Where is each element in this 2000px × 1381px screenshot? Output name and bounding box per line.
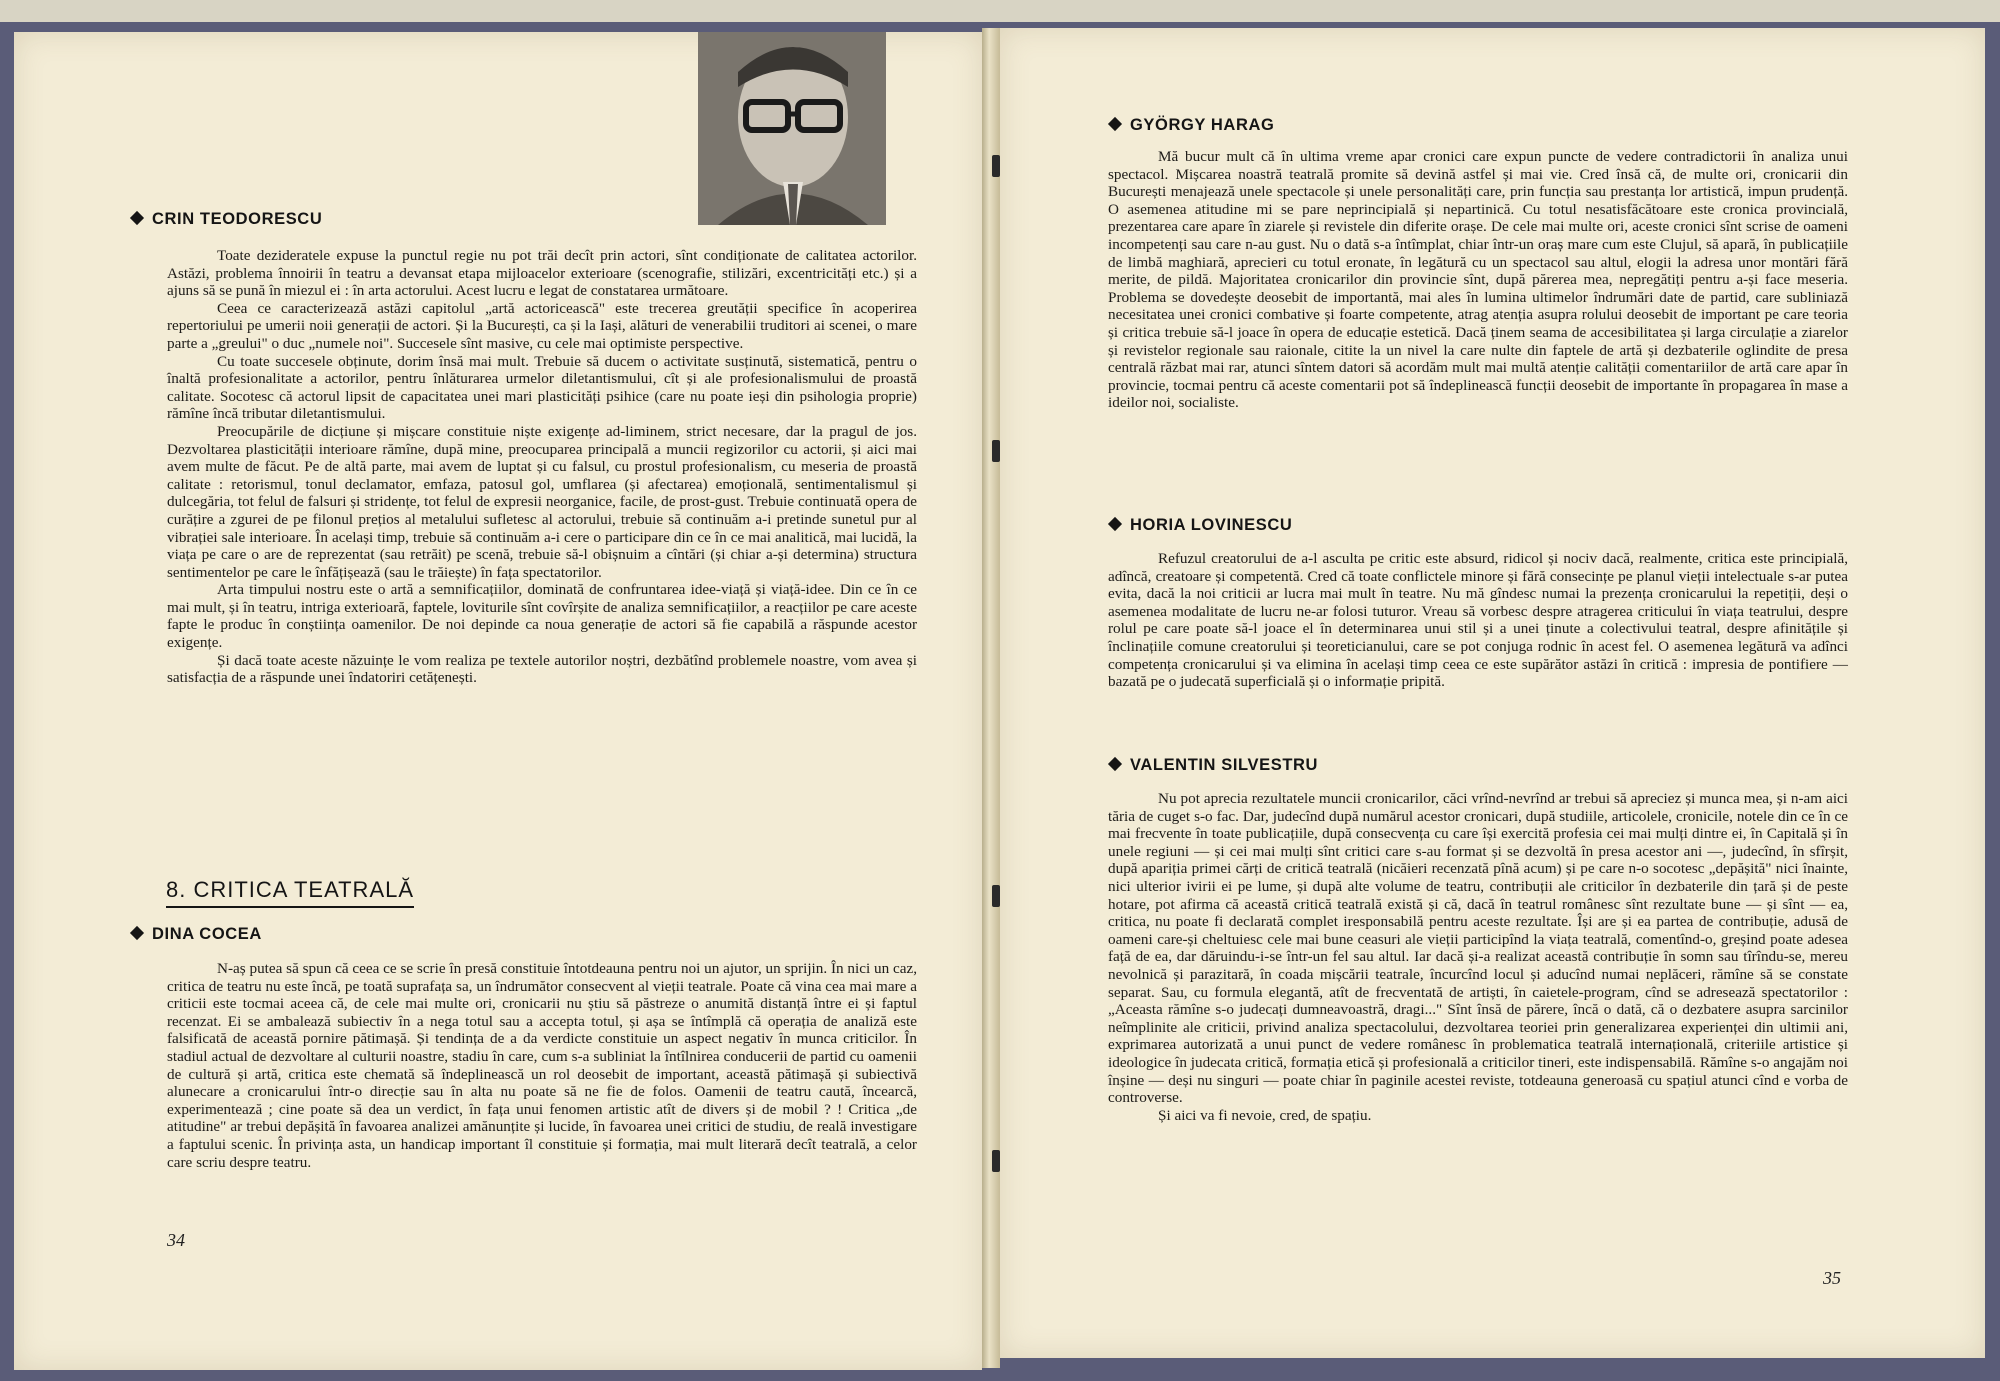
- author-heading: GYÖRGY HARAG: [1110, 116, 1274, 135]
- author-heading: CRIN TEODORESCU: [132, 210, 322, 229]
- binding-stitch: [992, 885, 1000, 907]
- page-number: 35: [1823, 1268, 1841, 1288]
- paragraph: Preocupările de dicțiune și mișcare constituie niște exigențe ad-liminem, strict necesare, dar la pragul de jos. Dezvoltarea plasticității interioare rămîne, după mine, preocuparea principală a muncii regizorilor cu actorii, și aici mai avem multe de făcut. Pe de altă parte, mai avem de luptat și cu falsul, cu prostul profesionalism, cu meseria de proastă calitate : retorismul, tonul declamator, emfaza, patosul gol, umflarea (și afectarea) emoțională, sentimentalismul și dulcegăria, tot felul de falsuri și stridențe, tot felul de expresii neorganice, facile, de prost-gust. Trebuie continuată opera de curățire a zgurei de pe filonul prețios al metalului sufletesc al actorului, trebuie să continuăm a-i pretinde sunetul pur al vibrației sale interioare. În același timp, trebuie să continuăm a-i cere o participare din ce în ce mai analitică, mai lucidă, la viața pe care o are de reprezentat (sau retrăit) pe scenă, trebuie să-l obișnuim a cîntări (și chiar a-și determina) structura sentimentelor pe care le înfățișează (sau le trăiește) în fața spectatorilor.: [167, 422, 917, 581]
- binding-stitch: [992, 155, 1000, 177]
- author-heading: HORIA LOVINESCU: [1110, 516, 1292, 535]
- paragraph: Refuzul creatorului de a-l asculta pe critic este absurd, ridicol și nociv dacă, realmente, critica este principială, adîncă, creatoare și competentă. Cred că toate conflictele minore și fără consecințe pe planul vieții intelectuale s-ar putea evita, dacă la noi criticii ar lucra mai mult în teatre. Nu mă gîndesc numai la prezența cronicarului la repetiții, deși o asemenea modalitate de lucru ne-ar folosi tuturor. Vreau să vorbesc despre atragerea criticului în viața teatrului, despre rolul pe care poate să-l joace el în determinarea unui stil și a unei ținute a colectivului teatral, despre afinitățile și înclinațiile comune creatorului și teoreticianului, care se pot conjuga rodnic în acest fel. O asemenea legătură va adînci competența cronicarului și va elimina în același timp ceea ce este supărător astăzi în critică : impresia de pontifiere — bazată pe o judecată superficială și o informație pripită.: [1108, 550, 1848, 691]
- diamond-bullet-icon: [130, 211, 144, 225]
- paragraph: Cu toate succesele obținute, dorim însă mai mult. Trebuie să ducem o activitate susținută, sistematică, pentru o înaltă profesionalitate a actorilor, pentru înlăturarea urmelor diletantismului, cît și ale profesionalismului de proastă calitate. Socotesc că actorul lipsit de capacitatea unei mari plasticități psihice (care nu poate ieși din psihologia proprie) rămîne încă tributar diletantismului.: [167, 352, 917, 423]
- article-body: [167, 960, 917, 1171]
- paragraph: Arta timpului nostru este o artă a semnificațiilor, dominată de confruntarea idee-viață și viață-idee. Din ce în ce mai mult, și în teatru, intriga exterioară, faptele, loviturile sînt covîrșite de analiza semnificațiilor, a reacțiilor pe care aceste fapte le produc în conștiința oamenilor. De noi depinde ca noua generație de actori să fie capabilă a răspunde acestor exigențe.: [167, 581, 917, 652]
- diamond-bullet-icon: [1108, 517, 1122, 531]
- paragraph: N-aș putea să spun că ceea ce se scrie în presă constituie întotdeauna pentru noi un ajutor, un sprijin. În nici un caz, critica de teatru nu este încă, pe toată suprafața sa, un îndrumător consecvent al vieții teatrale. Poate că vina cea mai mare a criticii este tocmai aceea că, de cele mai multe ori, cronicarii nu știu să păstreze o anumită distanță între ei și faptul recenzat. Ei se ambalează subiectiv în a nega totul sau a accepta totul, și așa se întîmplă că operația de analiză este falsificată de această pornire pătimașă. Și tendința de a da verdicte constituie un aspect negativ în munca criticilor. În stadiul actual de dezvoltare al culturii noastre, stadiu în care, cum s-a subliniat la întîlnirea conducerii de partid cu oamenii de cultură și artă, critica este chemată să îndeplinească un rol deosebit de important, această pătimașă și subiectivă alunecare a cronicarului într-o direcție sau în alta nu poate să ne fie de folos. Oamenii de teatru caută, încearcă, experimentează ; cine poate să dea un verdict, în fața unui fenomen artistic atît de divers și de mobil ? ! Critica „de atitudine" ar trebui depășită în favoarea analizei amănunțite și lucide, în favoarea unei critici de studiu, de reală investigare a faptului scenic. În privința asta, un handicap important îl constituie și formația, mai mult literară decît teatrală, a celor care scriu despre teatru.: [167, 960, 917, 1171]
- left-page: [14, 32, 982, 1370]
- paragraph: Mă bucur mult că în ultima vreme apar cronici care expun puncte de vedere contradictorii în analiza unui spectacol. Mișcarea noastră teatrală promite să devină astfel și mai vie. Cred însă că, de multe ori, cronicarii din București menajează unele spectacole și unele personalități care, prin funcția sau prestanța lor artistică, impun prudență. O asemenea atitudine mi se pare neprincipială și nepartinică. Cu totul nesatisfăcătoare este cronica provincială, prezentarea care apare în ziarele și revistele din diferite orașe. De cele mai multe ori, aceste cronici sînt scrise de oameni incompetenți sau care n-au gust. Nu o dată s-a întîmplat, chiar într-un oraș mare cum este Clujul, să apară, în publicațiile de limbă maghiară, aprecieri cu totul eronate, în legătură cu un spectacol sau altul, elogii la adresa unor montări fără merite, de pildă. Majoritatea cronicarilor din provincie sînt, după părerea mea, nepregătiți pentru a-și face meseria. Problema se dovedește deosebit de importantă, mai ales în lumina ultimelor îndrumări date de partid, care subliniază necesitatea unei cronici combative și foarte competente, atrag atenția asupra rolului deosebit de important pe care teoria și critica trebuie să-l joace în opera de educație estetică. Dacă ținem seama de accesibilitatea și larga circulație a ziarelor și revistelor regionale sau raionale, citite la un nivel la care nulte din faptele de artă și dezbaterile oglindite de presa centrală răzbat mai rar, atunci sîntem datori să acordăm mult mai multă atenție calității comentariilor de artă care apar în provincie, tocmai pentru că aceste comentarii pot să îndeplinească funcții deosebit de importante în propagarea în mase a ideilor noi, socialiste.: [1108, 148, 1848, 412]
- author-heading: VALENTIN SILVESTRU: [1110, 756, 1318, 775]
- paragraph: Și dacă toate aceste năzuințe le vom realiza pe textele autorilor noștri, dezbătînd problemele noastre, vom avea și satisfacția de a răspunde unei îndatoriri cetățenești.: [167, 651, 917, 687]
- binding-stitch: [992, 440, 1000, 462]
- portrait-illustration: [698, 32, 886, 225]
- paragraph: Nu pot aprecia rezultatele muncii cronicarilor, căci vrînd-nevrînd ar trebui să apreciez și munca mea, și n-am aici tăria de cuget s-o fac. Dar, judecînd după numărul acestor cronicari, după studiile, articolele, cronicile, notele din ce în ce mai frecvente în toate publicațiile, după consecvența cu care își exercită profesia cei mai mulți dintre ei, în Capitală și în unele regiuni — și cei mai mulți sînt critici care s-au format și se dezvoltă în presa acestor ani —, judecînd, în sfîrșit, după apariția primei cărți de critică teatrală (nicăieri recenzată pînă acum) și pe care n-o socotesc „depășită" nici înainte, nici ulterior ivirii ei pe lume, și după alte volume de teatru, contribuții ale criticilor în dezbaterile din țară și de peste hotare, pot afirma că această critică teatrală există și că, dacă în teatrul românesc sînt rezultate bune — și sînt — ea, critica, nu poate fi declarată complet iresponsabilă pentru aceste rezultate. Își are și ea partea de contribuție, adusă de oameni care-și cheltuiesc cele mai bune ceasuri ale vieții participînd la viața teatrală, comentînd-o, greșind poate adesea față de ea, dar dăruindu-i-se într-un fel sau altul. Iar dacă și-a realizat această contribuție în somn sau tîrîndu-se, mereu nevolnică și parazitară, în coada mișcării teatrale, încurcînd locul și aducînd numai neplăceri, rămîne să se constate separat. Sau, cu formula elegantă, atît de frecventată de artiști, în caietele-program, cînd se adresează spectatorilor : „Aceasta rămîne s-o judecați dumneavoastră, dragi..." Sînt însă de părere, încă o dată, că o dezbatere asupra sarcinilor neîmplinite ale criticii, privind analiza spectacolului, dezvoltarea teoriei prin generalizarea experienței din ultimii ani, exprimarea autorizată a unui punct de vedere românesc în problematica teatrală internațională, criteriile artistice și ideologice în judecata critică, formația etică și profesională a criticilor tineri, este indispensabilă. Rămîne s-o angajăm noi înșine — deși nu singuri — poate chiar în paginile acestei reviste, totdeauna generoasă cu spațiul atunci cînd e vorba de controverse.: [1108, 790, 1848, 1107]
- diamond-bullet-icon: [130, 926, 144, 940]
- article-body: [1108, 790, 1848, 1124]
- paragraph: Și aici va fi nevoie, cred, de spațiu.: [1158, 1106, 1372, 1124]
- paragraph: Toate dezideratele expuse la punctul regie nu pot trăi decît prin actori, sînt condiționate de calitatea actorilor. Astăzi, problema înnoirii în teatru a devansat etapa mijloacelor exterioare (scenografie, stilizări, excentricități etc.) și a ajuns să se pună în miezul ei : în arta actorului. Acest lucru e legat de constatarea următoare.: [167, 247, 917, 300]
- author-heading: DINA COCEA: [132, 925, 262, 944]
- binding-stitch: [992, 1150, 1000, 1172]
- page-number: 34: [167, 1230, 185, 1250]
- article-body: [1108, 550, 1848, 691]
- paragraph: Ceea ce caracterizează astăzi capitolul „artă actoricească" este trecerea greutății specifice în acoperirea repertoriului pe umerii noii generații de actori. Și la București, ca și la Iași, alături de venerabilii truditori ai scenei, o mare parte a „greului" o duc „numele noi". Succesele sînt masive, cu cele mai optimiste perspective.: [167, 299, 917, 352]
- article-body: [1108, 148, 1848, 412]
- right-page: [1000, 28, 1985, 1358]
- book-edge: [0, 0, 2000, 22]
- article-body: [167, 247, 917, 687]
- author-portrait-photo: [698, 32, 886, 225]
- diamond-bullet-icon: [1108, 757, 1122, 771]
- section-heading: 8. CRITICA TEATRALĂ: [166, 877, 414, 908]
- diamond-bullet-icon: [1108, 117, 1122, 131]
